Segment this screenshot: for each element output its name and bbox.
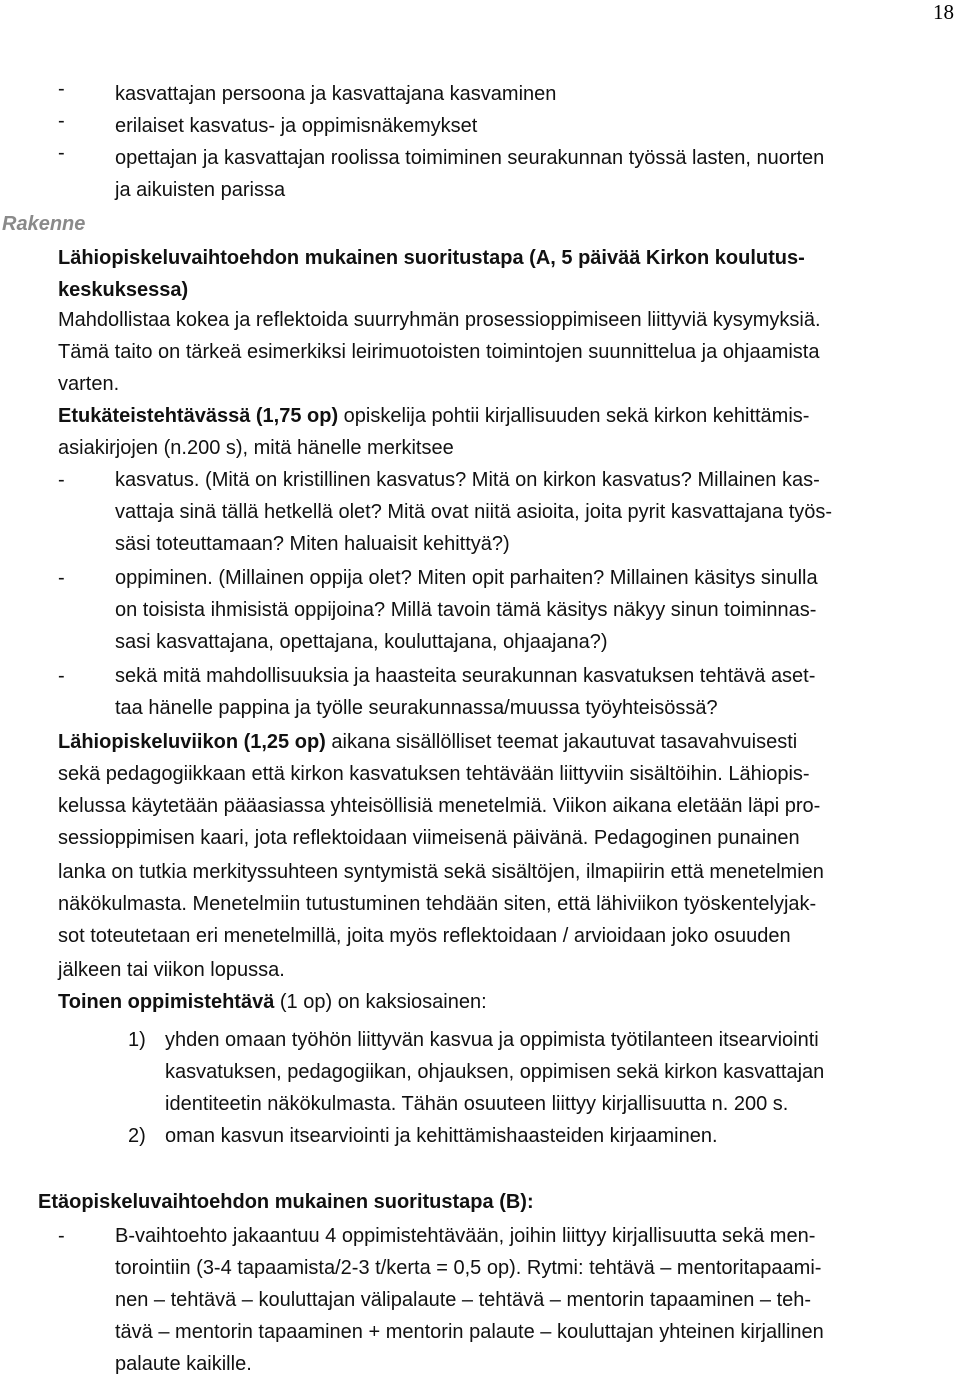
list-number: 1) — [128, 1029, 146, 1051]
paragraph-line: varten. — [58, 373, 120, 395]
paragraph-line: sot toteutetaan eri menetelmillä, joita myös reflektoidaan / arvioidaan joko osuuden — [58, 925, 791, 947]
list-item: erilaiset kasvatus- ja oppimisnäkemykset — [115, 115, 478, 137]
list-item-continuation: torointiin (3-4 tapaamista/2-3 t/kerta = 0,5 op). Rytmi: tehtävä – mentoritapaami- — [115, 1257, 822, 1279]
section-a-heading: Lähiopiskeluvaihtoehdon mukainen suoritustapa (A, 5 päivää Kirkon koulutus- — [58, 247, 805, 269]
bullet-dash: - — [58, 78, 65, 100]
bullet-dash: - — [58, 469, 65, 491]
numbered-item: oman kasvun itsearviointi ja kehittämishaasteiden kirjaaminen. — [165, 1125, 718, 1147]
list-item-continuation: nen – tehtävä – kouluttajan välipalaute – tehtävä – mentorin tapaaminen – teh- — [115, 1289, 812, 1311]
list-item-continuation: palaute kaikille. — [115, 1353, 252, 1375]
list-item: oppiminen. (Millainen oppija olet? Miten opit parhaiten? Millainen käsitys sinulla — [115, 567, 818, 589]
bullet-dash: - — [58, 1225, 65, 1247]
second-task-paragraph — [58, 986, 487, 1018]
list-item-continuation: tävä – mentorin tapaaminen + mentorin palaute – kouluttajan yhteinen kirjallinen — [115, 1321, 824, 1343]
list-item-continuation: sasi kasvattajana, opettajana, kouluttajana, ohjaajana?) — [115, 631, 608, 653]
paragraph-line: jälkeen tai viikon lopussa. — [58, 959, 285, 981]
paragraph-line: Mahdollistaa kokea ja reflektoida suurryhmän prosessioppimiseen liittyviä kysymyksiä. — [58, 309, 821, 331]
list-item: B-vaihtoehto jakaantuu 4 oppimistehtävään, joihin liittyy kirjallisuutta sekä men- — [115, 1225, 816, 1247]
pretask-bold: Etukäteistehtävässä (1,75 op) — [58, 405, 339, 427]
section-heading-rakenne: Rakenne — [2, 213, 86, 235]
list-item-continuation: ja aikuisten parissa — [115, 179, 286, 201]
section-b-heading: Etäopiskeluvaihtoehdon mukainen suoritustapa (B): — [38, 1191, 534, 1213]
paragraph-line: sekä pedagogiikkaan että kirkon kasvatuksen tehtävään liittyviin sisältöihin. Lähiopis- — [58, 763, 810, 785]
paragraph-line: näkökulmasta. Menetelmiin tutustuminen tehdään siten, että lähiviikon työskentelyjak- — [58, 893, 817, 915]
paragraph-line: sessioppimisen kaari, jota reflektoidaan viimeisenä päivänä. Pedagoginen punainen — [58, 827, 800, 849]
list-item-continuation: vattaja sinä tällä hetkellä olet? Mitä ovat niitä asioita, joita pyrit kasvattajana työs- — [115, 501, 833, 523]
bullet-dash: - — [58, 665, 65, 687]
numbered-item: yhden omaan työhön liittyvän kasvua ja oppimista työtilanteen itsearviointi — [165, 1029, 819, 1051]
list-item: kasvatus. (Mitä on kristillinen kasvatus? Mitä on kirkon kasvatus? Millainen kas- — [115, 469, 820, 491]
bullet-dash: - — [58, 142, 65, 164]
paragraph-line: kelussa käytetään pääasiassa yhteisöllisiä menetelmiä. Viikon aikana eletään läpi pro- — [58, 795, 821, 817]
second-task-text: (1 op) on kaksiosainen: — [274, 991, 487, 1013]
list-number: 2) — [128, 1125, 146, 1147]
list-item-continuation: taa hänelle pappina ja työlle seurakunnassa/muussa työyhteisössä? — [115, 697, 718, 719]
bullet-dash: - — [58, 567, 65, 589]
week-text: aikana sisällölliset teemat jakautuvat tasavahvuisesti — [325, 731, 798, 753]
paragraph-line: Tämä taito on tärkeä esimerkiksi leirimuotoisten toimintojen suunnittelua ja ohjaamista — [58, 341, 820, 363]
paragraph-line: asiakirjojen (n.200 s), mitä hänelle merkitsee — [58, 437, 454, 459]
section-a-heading-cont: keskuksessa) — [58, 279, 189, 301]
week-bold: Lähiopiskeluviikon (1,25 op) — [58, 731, 326, 753]
list-item-continuation: säsi toteuttamaan? Miten haluaisit kehittyä?) — [115, 533, 510, 555]
second-task-bold: Toinen oppimistehtävä — [58, 991, 275, 1013]
paragraph-line: lanka on tutkia merkityssuhteen syntymistä sekä sisältöjen, ilmapiirin että menetelmien — [58, 861, 824, 883]
page-number: 18 — [933, 0, 954, 24]
list-item: sekä mitä mahdollisuuksia ja haasteita seurakunnan kasvatuksen tehtävä aset- — [115, 665, 816, 687]
week-paragraph — [58, 726, 797, 758]
pretask-paragraph — [58, 400, 809, 432]
numbered-item-continuation: identiteetin näkökulmasta. Tähän osuuteen liittyy kirjallisuutta n. 200 s. — [165, 1093, 789, 1115]
list-item: opettajan ja kasvattajan roolissa toimiminen seurakunnan työssä lasten, nuorten — [115, 147, 825, 169]
pretask-text: opiskelija pohtii kirjallisuuden sekä kirkon kehittämis- — [338, 405, 810, 427]
list-item: kasvattajan persoona ja kasvattajana kasvaminen — [115, 83, 557, 105]
bullet-dash: - — [58, 110, 65, 132]
list-item-continuation: on toisista ihmisistä oppijoina? Millä tavoin tämä käsitys näkyy sinun toiminnas- — [115, 599, 817, 621]
numbered-item-continuation: kasvatuksen, pedagogiikan, ohjauksen, oppimisen sekä kirkon kasvattajan — [165, 1061, 825, 1083]
